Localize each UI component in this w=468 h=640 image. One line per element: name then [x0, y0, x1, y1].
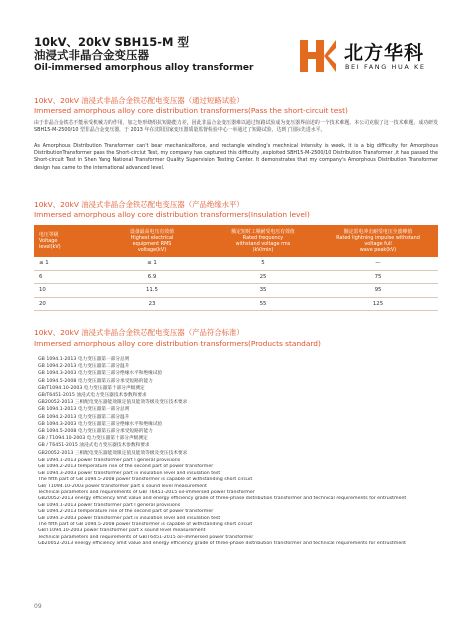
table-row — [34, 298, 438, 312]
table-cell: 125 — [372, 300, 384, 307]
header-frequency-withstand: 额定短时工频耐受电压有效值 Rated frequency withstand voltage rms (kV/min) — [231, 229, 295, 253]
table-cell: — — [375, 260, 381, 267]
section1-paragraph-cn: 由于非晶合金铁芯不能承受机械力的作用，加之矩形绕组抗短路能力差，因此非晶合金变压器难以通过短路试验成为变压器界前述的一个技术难题。本公司克服了这一技术难题，成功研发 SBH15-M-2500/10 型非晶合金变压器，于 2013 年在沈阳国家变压器质量监督检验中心一举通过了短路试验，达到了国际先进水平。 — [34, 120, 438, 134]
product-title-en: Oil-immersed amorphous alloy transformer — [34, 63, 254, 73]
standards-list-en — [38, 458, 442, 548]
list-item: GB/T6451-2015 油浸式电力变压器技术参数和要求 — [38, 393, 147, 399]
header-highest-voltage: 设备最高电压有效值 Highest electrical equipment RMS voltage(kV) — [129, 229, 175, 253]
list-item: GB 1094.1-2013 power transformer part I general provisions — [38, 458, 181, 463]
table-cell: 6 — [39, 273, 43, 280]
section1-title-cn: 10kV、20kV 油浸式非晶合金铁芯配电变压器（通过短路试验） — [34, 96, 244, 105]
standards-list-cn — [38, 356, 442, 457]
table-cell: 95 — [374, 287, 382, 294]
list-item: GB 1094.2-2013 temperature rise of the second part of power transformer — [38, 464, 214, 470]
table-cell: ≤ 1 — [39, 260, 49, 267]
table-row — [34, 271, 438, 285]
table-cell: 23 — [148, 300, 156, 307]
table-cell: 5 — [261, 260, 265, 267]
section3-title-en: Immersed amorphous alloy core distribution transformers(Products standard) — [34, 339, 321, 348]
list-item: The fifth part of GB 1094.5-2008 power transformer is capable of withstanding short circuit — [38, 477, 253, 483]
table-cell: 55 — [259, 300, 267, 307]
section1-title-en: Immersed amorphous alloy core distribution transformers(Pass the short-circuit test) — [34, 106, 348, 115]
section1-paragraph-en: As Amorphous Distribution Transformer can't bear mechanicalforce, and rectangle winding's mechnical intensity is week, it is a big difficulty for Amorphous DistributionTransformer pass the Short-circiut Test, my company has captured this difficulty ,exploited SBH15-M-2500/10 Distribution Transformer ,it has passed the Short-circuit Test in Shen Yang National Transformer Quality Supervision Testing Center. It demonstrates that my company's Amorphous Distribution Transformer design has came to the international advanced level. — [34, 143, 438, 171]
list-item: GB 1094.5-2008 电力变压器第五部分承受短路的能力 — [38, 378, 153, 384]
list-item: GB 1094.1-2013 power transformer part I general provisions — [38, 502, 181, 508]
list-item: GB20052-2013 三相配电变压器能效限定值及能效等级及变压技术要求 — [38, 400, 188, 406]
product-title-line2: 油浸式非晶合金变压器 — [34, 48, 149, 62]
list-item: GB 1094.1-2013 电力变压器第一部分总则 — [38, 407, 130, 413]
list-item: GB 1094.3-2003 power transformer part iii insulation level and insulation test — [38, 515, 221, 521]
table-cell: ≤ 1 — [147, 260, 157, 267]
page-header — [34, 36, 434, 84]
list-item: GB/T1094.10-2003 power transformer part x sound level measurement — [38, 528, 206, 534]
product-title-line1: 10kV、20kV SBH15-M 型 — [34, 35, 190, 49]
company-logo — [298, 36, 434, 78]
logo-mark-icon — [298, 38, 338, 74]
logo-text-en: BEI FANG HUA KE — [345, 63, 426, 71]
table-cell: 25 — [259, 273, 267, 280]
table-cell: 75 — [374, 273, 382, 280]
table-cell: 35 — [259, 287, 267, 294]
list-item: Technical parameters and requirements of GB/ T6451-2015 oil-immersed power transformer — [38, 490, 255, 496]
logo-text-cn: 北方华科 — [344, 42, 425, 64]
list-item: The fifth part of GB 1094.5-2008 power transformer is capable of withstanding short circuit — [38, 522, 253, 528]
section3-title-cn: 10kV、20kV 油浸式非晶合金铁芯配电变压器（产品符合标准） — [34, 328, 244, 337]
table-row — [34, 284, 438, 298]
list-item: GB 1094.2-2013 temperature rise of the second part of power transformer — [38, 509, 214, 515]
list-item: Technical parameters and requirements of GB/T6451-2015 oil-immersed power transformer — [38, 534, 254, 540]
list-item: GB/ T1094.10-2003 power transformer part x sound level measurement — [38, 483, 207, 489]
title-block — [34, 36, 253, 74]
header-voltage-level: 电压等级 Voltage level(kV) — [39, 232, 61, 250]
list-item: GB / T1094.10-2003 电力变压器第十部分声级测定 — [38, 436, 148, 442]
list-item: GB/T1094.10-2003 电力变压器第十部分声级测定 — [38, 385, 145, 391]
page-number: 09 — [34, 603, 42, 610]
section2-title-cn: 10kV、20kV 油浸式非晶合金铁芯配电变压器（产品绝缘水平） — [34, 200, 244, 209]
table-cell: 6.9 — [147, 273, 157, 280]
list-item: GB20052-2013 energy efficiency limit value and energy efficiency grade of three-phase distribution transformer and technical requirements for entrustment — [38, 496, 407, 502]
list-item: GB 1094.5-2008 电力变压器第五部分承受短路的能力 — [38, 429, 153, 435]
list-item: GB 1094.2-2013 电力变压器第二部分温升 — [38, 364, 130, 370]
list-item: GB20052-2013 三相配电变压器能效限定值及能效等级及变压技术要求 — [38, 450, 188, 456]
list-item: GB 1094.3-2003 电力变压器第三部分绝缘水平和绝缘试验 — [38, 371, 163, 377]
table-cell: 10 — [39, 287, 46, 294]
list-item: Gb20052-2013 energy efficiency limit value and energy efficiency grade of three-phase distribution transformer and technical requirements for entrustment — [38, 541, 407, 547]
list-item: GB 1094.3-2003 电力变压器第三部分绝缘水平和绝缘试验 — [38, 421, 163, 427]
table-cell: 20 — [39, 300, 46, 307]
list-item: GB 1094.3-2003 power transformer part iii insulation level and insulation test — [38, 470, 221, 476]
list-item: GB 1094.1-2013 电力变压器第一部分总则 — [38, 357, 130, 362]
header-lightning-impulse: 额定雷电冲击耐受电压全波峰值 Rated lightning impulse withstand voltage full wave peak(kV) — [336, 229, 420, 253]
table-cell: 11.5 — [145, 287, 158, 294]
insulation-table — [34, 225, 438, 311]
table-header — [34, 225, 438, 257]
list-item: GB 1094.2-2013 电力变压器第二部分温升 — [38, 414, 130, 420]
list-item: GB / T6451-2015 油浸式电力变压器技术参数和要求 — [38, 443, 150, 449]
section2-title-en: Immersed amorphous alloy core distribution transformers(Insulation level) — [34, 210, 310, 219]
table-row — [34, 257, 438, 271]
